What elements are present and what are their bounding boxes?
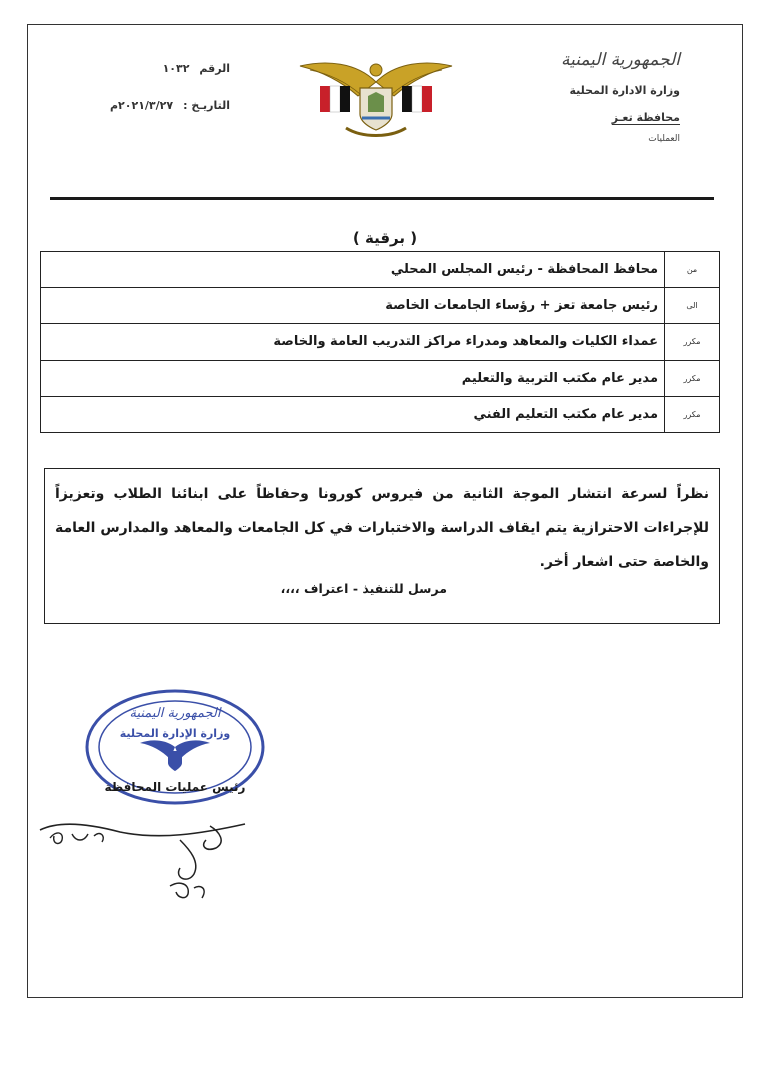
governorate-name: محافظة تعـز (611, 111, 680, 124)
routing-value: مدير عام مكتب التربية والتعليم (41, 360, 665, 396)
national-emblem-icon (296, 52, 456, 142)
routing-row (41, 360, 720, 396)
routing-value: عمداء الكليات والمعاهد ومدراء مراكز التدريب العامة والخاصة (41, 324, 665, 360)
routing-label: مكرر (665, 396, 720, 432)
message-body: نظراً لسرعة انتشار الموجة الثانية من فيروس كورونا وحفاظاً على ابنائنا الطلاب وتعزيزاً للإجراءات الاحترازية يتم ايقاف الدراسة والاختبارات في كل الجامعات والمعاهد والمدارس العامة والخاصة حتى اشعار أخر. (55, 486, 709, 570)
routing-label: مكرر (665, 324, 720, 360)
date-value: ٢٠٢١/٣/٢٧م (109, 99, 174, 112)
routing-label: الى (665, 288, 720, 324)
letterhead-issuer (480, 50, 680, 144)
reference-block (100, 62, 230, 146)
date-row (100, 99, 230, 112)
routing-row (41, 324, 720, 360)
document-title: ( برقية ) (352, 229, 418, 247)
message-box (44, 468, 720, 624)
stamp-line-2: وزارة الإدارة المحلية (119, 727, 231, 740)
routing-row (41, 288, 720, 324)
stamp-emblem-icon (140, 740, 210, 771)
routing-label: مكرر (665, 360, 720, 396)
routing-table (40, 251, 720, 433)
number-value: ١٠٣٢ (162, 62, 190, 75)
number-label: الرقم (199, 62, 230, 75)
routing-row (41, 396, 720, 432)
routing-row (41, 252, 720, 288)
routing-label: من (665, 252, 720, 288)
routing-value: رئيس جامعة تعز + رؤساء الجامعات الخاصة (41, 288, 665, 324)
republic-name: الجمهورية اليمنية (560, 50, 680, 70)
message-closing: مرسل للتنفيذ - اعتراف ،،،، (280, 581, 447, 596)
handwritten-signature (30, 790, 260, 910)
ministry-name: وزارة الادارة المحلية (569, 84, 680, 97)
date-label: التاريـخ : (183, 99, 230, 112)
stamp-line-1: الجمهورية اليمنية (129, 706, 221, 721)
routing-value: مدير عام مكتب التعليم الفني (41, 396, 665, 432)
department-name: العمليات (648, 134, 680, 144)
routing-value: محافظ المحافظة - رئيس المجلس المحلي (41, 252, 665, 288)
stamp-line-3: رئيس عمليات المحافظة (104, 780, 246, 794)
reference-number-row (100, 62, 230, 75)
header-divider (50, 197, 714, 200)
